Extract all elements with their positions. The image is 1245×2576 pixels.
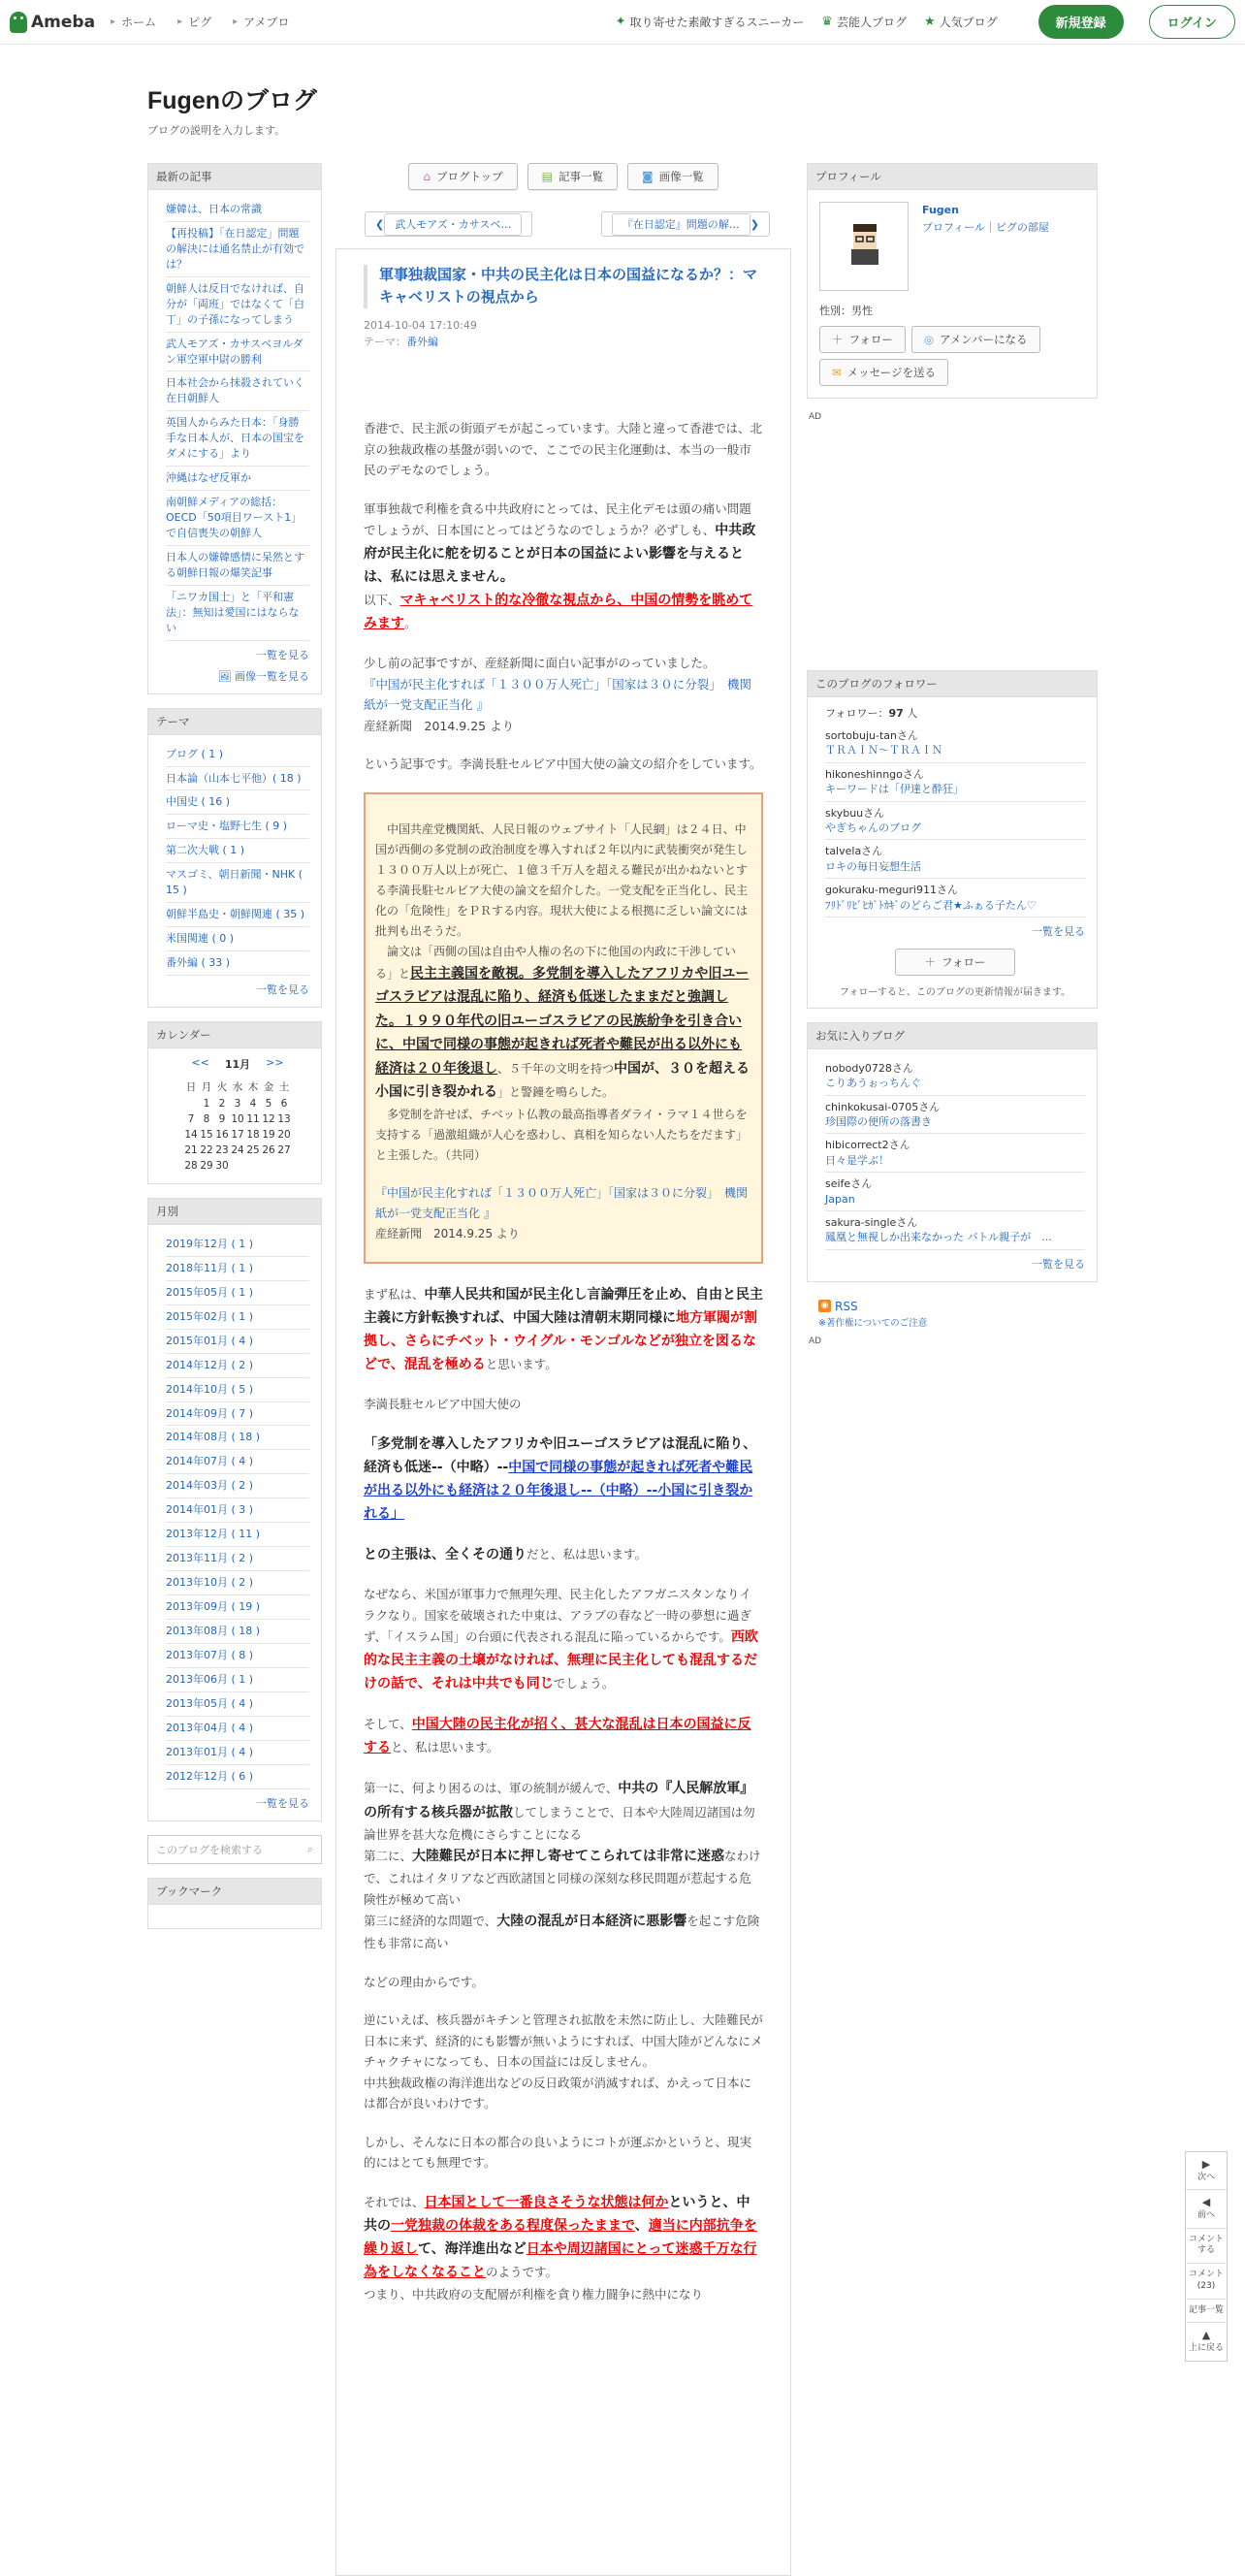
camera-icon: ◙ — [641, 170, 654, 183]
blog-nav — [335, 163, 791, 190]
sparkle-icon: ✦ — [615, 15, 626, 29]
profile-box — [807, 163, 1098, 399]
follow-note: フォローすると、このブログの更新情報が届きます。 — [839, 986, 1071, 998]
list-item[interactable]: 2014年01月 ( 3 ) — [166, 1498, 309, 1523]
prev-article-link[interactable]: ❮ 武人モアズ・カサスベ… — [365, 211, 532, 237]
list-item[interactable]: 2013年09月 ( 19 ) — [166, 1595, 309, 1620]
crown-icon: ♛ — [821, 15, 833, 29]
nav-pigg[interactable]: ▸ ピグ — [177, 16, 212, 29]
list-item[interactable]: 2013年07月 ( 8 ) — [166, 1644, 309, 1668]
list-item[interactable]: 2013年05月 ( 4 ) — [166, 1692, 309, 1717]
link-celebrity-blog[interactable]: ♛ 芸能人ブログ — [821, 15, 907, 29]
rss-link[interactable]: ◉ RSS — [818, 1300, 1086, 1313]
global-nav — [111, 14, 289, 30]
list-item[interactable]: 2014年10月 ( 5 ) — [166, 1378, 309, 1402]
link-popular-blog[interactable]: ★ 人気ブログ — [923, 15, 998, 29]
article — [335, 248, 791, 2576]
favorite-blogs-title: お気に入りブログ — [808, 1023, 1097, 1049]
paragraph: 香港で、民主派の街頭デモが起こっています。大陸と違って香港では、北京の独裁政権の基盤が弱いので、ここでの民主化運動は、本当の一般市民のデモなのでしょう。 — [364, 421, 763, 477]
paragraph: 「多党制を導入したアフリカや旧ユーゴスラビアは混乱に陥り、経済も低迷--（中略）--中国で同様の事態が起きれば死者や難民が出る以外にも経済は２０年後退し--（中略）--小国に引き裂かれる」 — [364, 1435, 757, 1522]
article-meta: 2014-10-04 17:10:49 テーマ：番外編 — [364, 318, 763, 350]
right-sidebar — [807, 163, 1098, 1346]
main-content — [335, 163, 791, 2576]
arrow-left-icon: ◀ — [1201, 2196, 1211, 2209]
ad-label-2: AD — [809, 1336, 822, 1346]
recent-articles-title: 最新の記事 — [148, 164, 321, 190]
list-item[interactable]: マスゴミ、朝日新聞・NHK ( 15 ) — [166, 863, 309, 903]
paragraph: 少し前の記事ですが、産経新聞に面白い記事がのっていました。 『中国が民主化すれば「１３００万人死亡」「国家は３０に分裂」 機関紙が一党支配正当化 』 産経新聞 2014.9.25 より — [364, 656, 752, 733]
list-item[interactable]: nobody0728さん こりあうぉっちんぐ — [825, 1057, 1085, 1096]
list-item[interactable]: 2014年09月 ( 7 ) — [166, 1402, 309, 1427]
list-item[interactable]: 嫌韓は、日本の常識 — [166, 198, 309, 222]
list-item[interactable]: 2013年01月 ( 4 ) — [166, 1741, 309, 1765]
back-to-top-button[interactable]: ▲ 上に戻る — [1188, 2329, 1224, 2353]
calendar-month: 11月 — [224, 1057, 251, 1071]
source-link[interactable]: 『中国が民主化すれば「１３００万人死亡」「国家は３０に分裂」 機関紙が一党支配正当化 』 — [364, 676, 752, 713]
list-item[interactable]: gokuraku-meguri911さん ﾌﾘﾄﾞﾘﾋﾞﾋｶﾞﾄｶｷﾞのどらご君★ふぁる子たん♡ — [825, 879, 1085, 918]
ad-label: AD — [809, 412, 822, 422]
floating-nav — [1185, 2151, 1228, 2362]
list-item[interactable]: ローマ史・塩野七生 ( 9 ) — [166, 815, 309, 839]
list-item[interactable]: 中国史 ( 16 ) — [166, 790, 309, 815]
quote-source-link[interactable]: 『中国が民主化すれば「１３００万人死亡」「国家は３０に分裂」 機関紙が一党支配正当化 』 — [375, 1185, 749, 1220]
calendar-box — [147, 1021, 322, 1184]
chevron-right-icon: ▸ — [111, 16, 116, 27]
paragraph: 軍事独裁で利権を貪る中共政府にとっては、民主化デモは頭の痛い問題でしょうが、日本国にとってはどうなのでしょうか？必ずしも、中共政府が民主化に舵を切ることが日本の国益によい影響を与えるとは、私には思えません。 以下、マキャベリスト的な冷徹な視点から、中国の情勢を眺めてみます。 — [364, 500, 756, 632]
list-item[interactable]: talvelaさん ロキの毎日妄想生活 — [825, 840, 1085, 879]
paragraph: なぜなら、米国が軍事力で無理矢理、民主化したアフガニスタンなりイラクなり。国家を破壊された中東は、アラブの春など一時の夢想に過ぎず、「イスラム国」の台頭に代表される混乱に陥っているからです。西欧的な民主主義の土壌がなければ、無理に民主化しても混乱するだけの話で、それは中共でも同じでしょう。 — [364, 1587, 758, 1692]
profile-name[interactable]: Fugen — [922, 204, 959, 216]
image-icon: 🖼 — [217, 669, 232, 683]
followers-title: このブログのフォロワー — [808, 671, 1097, 697]
article-list-button[interactable]: ▤ 記事一覧 — [527, 163, 618, 190]
next-button[interactable]: ▶ 次へ — [1186, 2152, 1227, 2190]
list-item[interactable]: 2019年12月 ( 1 ) — [166, 1233, 309, 1257]
favorite-blog-list — [825, 1057, 1085, 1250]
list-item[interactable]: hibicorrect2さん 日々是学ぶ！ — [825, 1134, 1085, 1173]
list-item[interactable]: hikoneshinngoさん キーワードは「伊達と酔狂」 — [825, 763, 1085, 802]
ameba-logo[interactable]: Ameba — [10, 12, 95, 33]
comments-count-button[interactable]: コメント(23) — [1186, 2264, 1227, 2299]
nav-ameblo[interactable]: ▸ アメブロ — [233, 16, 290, 29]
list-item[interactable]: 武人モアズ・カサスベヨルダン軍空軍中尉の勝利 — [166, 333, 309, 372]
profile-title: プロフィール — [808, 164, 1097, 190]
avatar[interactable] — [819, 202, 909, 291]
list-item[interactable]: 英国人からみた日本：「身勝手な日本人が、日本の国宝をダメにする」より — [166, 411, 309, 467]
rss-icon: ◉ — [818, 1300, 831, 1312]
paragraph: という記事です。李満長駐セルビア中国大使の論文の紹介をしています。 — [364, 757, 762, 772]
paragraph: まず私は、中華人民共和国が民主化し言論弾圧を止め、自由と民主主義に方針転換すれば、中国大陸は清朝末期同様に地方軍閥が割拠し、さらにチベット・ウイグル・モンゴルなどが独立を図るなどで、混乱を極めると思います。 — [364, 1286, 763, 1373]
bookmark-title: ブックマーク — [148, 1879, 321, 1905]
chevron-right-icon: ▸ — [233, 16, 239, 27]
ameba-logo-icon — [10, 12, 27, 33]
paragraph: しかし、そんなに日本の都合の良いようにコトが運ぶかというと、現実的にはとても無理です。 — [364, 2134, 752, 2171]
list-item[interactable]: 2015年05月 ( 1 ) — [166, 1281, 309, 1305]
paragraph: などの理由からです。 — [364, 1974, 484, 1989]
chat-icon: ◎ — [923, 333, 934, 346]
favorite-blogs-box — [807, 1022, 1098, 1282]
list-item[interactable]: seifeさん Japan — [825, 1173, 1085, 1211]
calendar-title: カレンダー — [148, 1022, 321, 1048]
search-icon[interactable]: ⌕ — [306, 1842, 313, 1855]
list-item[interactable]: 2012年12月 ( 6 ) — [166, 1765, 309, 1789]
arrow-up-icon: ▲ — [1201, 2329, 1211, 2342]
archive-title: 月別 — [148, 1199, 321, 1225]
list-item[interactable]: ブログ ( 1 ) — [166, 743, 309, 767]
signup-button[interactable]: 新規登録 — [1038, 5, 1124, 39]
list-item[interactable]: 2014年07月 ( 4 ) — [166, 1450, 309, 1474]
inline-link[interactable]: マキャベリスト的な冷徹な視点から、中国の情勢を眺めてみます — [364, 593, 753, 632]
list-item[interactable]: 「ニワカ国士」と「平和憲法」：無知は愛国にはならない — [166, 586, 309, 641]
archive-box — [147, 1198, 322, 1821]
list-item[interactable]: 沖縄はなぜ反軍か — [166, 467, 309, 491]
list-item[interactable]: 2014年03月 ( 2 ) — [166, 1474, 309, 1498]
next-article-link[interactable]: 『在日認定』問題の解… ❯ — [601, 211, 770, 237]
paragraph: 李満長駐セルビア中国大使の — [364, 1397, 522, 1412]
list-item[interactable]: 朝鮮人は反日でなければ、自分が「両班」ではなくて「白丁」の子孫になってしまう — [166, 277, 309, 333]
calendar-next[interactable]: >> — [266, 1055, 284, 1069]
plus-icon: ＋ — [832, 333, 844, 346]
list-item[interactable]: 2015年02月 ( 1 ) — [166, 1305, 309, 1330]
fav-more-link[interactable]: 一覧を見る — [1032, 1257, 1085, 1271]
article-list-button-float[interactable]: 記事一覧 — [1186, 2300, 1227, 2324]
list-item[interactable]: 番外編 ( 33 ) — [166, 951, 309, 976]
document-icon: ▤ — [541, 170, 553, 183]
followers-box — [807, 670, 1098, 1009]
archive-more-link[interactable]: 一覧を見る — [256, 1796, 309, 1810]
login-button[interactable]: ログイン — [1149, 5, 1235, 39]
list-item[interactable]: 日本人の嫌韓感情に呆然とする朝鮮日報の爆笑記事 — [166, 546, 309, 586]
comment-button[interactable]: コメントする — [1186, 2229, 1227, 2264]
list-item[interactable]: 2013年10月 ( 2 ) — [166, 1571, 309, 1595]
copyright-link[interactable]: ※著作権についてのご注意 — [818, 1317, 928, 1329]
home-icon: ⌂ — [423, 170, 431, 183]
list-item[interactable]: 【再投稿】「在日認定」問題の解決には通名禁止が有効では？ — [166, 222, 309, 277]
message-button[interactable]: ✉ メッセージを送る — [819, 359, 948, 386]
follower-list — [825, 724, 1085, 918]
bookmark-box — [147, 1878, 322, 1929]
list-item[interactable]: 朝鮮半島史・朝鮮関連 ( 35 ) — [166, 903, 309, 927]
arrow-right-icon: ▶ — [1201, 2158, 1211, 2171]
list-item[interactable]: 2013年06月 ( 1 ) — [166, 1668, 309, 1692]
list-item[interactable]: 南朝鮮メディアの総括：OECD「50項目ワースト1」で自信喪失の朝鮮人 — [166, 491, 309, 546]
blog-description: ブログの説明を入力します。 — [147, 124, 286, 137]
list-item[interactable]: 2015年01月 ( 4 ) — [166, 1330, 309, 1354]
mail-icon: ✉ — [832, 366, 842, 379]
follow-button-2[interactable]: ＋ フォロー — [895, 949, 1016, 976]
left-sidebar — [147, 163, 322, 1943]
profile-gender: 性別：男性 — [819, 305, 873, 317]
paragraph: それでは、日本国として一番良さそうな状態は何かというと、中共の一党独裁の体裁をある程度保ったままで、適当に内部抗争を繰り返して、海洋進出など日本や周辺諸国にとって迷惑千万な行為をしなくなることのようです。 つまり、中共政府の支配層が利権を貪り権力闘争に熱中になり — [364, 2194, 757, 2302]
link-sneaker[interactable]: ✦ 取り寄せた素敵すぎるスニーカー — [615, 15, 805, 29]
chevron-right-icon: ▸ — [177, 16, 183, 27]
list-item[interactable]: 2013年04月 ( 4 ) — [166, 1717, 309, 1741]
follower-count: フォロワー：97 人 — [825, 707, 918, 720]
paragraph: 逆にいえば、核兵器がキチンと管理され拡散を未然に防止し、大陸難民が日本に来ず、経済的にも影響が無いようにすれば、中国大陸がどんなにメチャクチャになっても、日本の国益には反しません。 中共独裁政権の海洋進出などの反日政策が消滅すれば、かえって日本には都合が良いわけです。 — [364, 2012, 763, 2111]
blog-header — [147, 81, 317, 138]
plus-icon: ＋ — [924, 954, 937, 969]
amember-button[interactable]: ◎ アメンバーになる — [911, 326, 1040, 353]
prev-button[interactable]: ◀ 前へ — [1186, 2190, 1227, 2228]
star-icon: ★ — [923, 15, 936, 29]
list-item[interactable]: 日本社会から抹殺されていく在日朝鮮人 — [166, 371, 309, 411]
list-item[interactable]: 2013年08月 ( 18 ) — [166, 1620, 309, 1644]
archive-list — [166, 1233, 309, 1789]
article-date: 2014-10-04 17:10:49 — [364, 319, 477, 332]
calendar-prev[interactable]: << — [191, 1055, 209, 1069]
paragraph: との主張は、全くその通りだと、私は思います。 — [364, 1547, 648, 1563]
list-item[interactable]: 2014年12月 ( 2 ) — [166, 1354, 309, 1378]
article-title[interactable]: 軍事独裁国家・中共の民主化は日本の国益になるか？：マキャベリストの視点から — [364, 265, 763, 308]
recent-more-link[interactable]: 一覧を見る — [256, 648, 309, 661]
global-header — [0, 0, 1245, 45]
blog-title[interactable]: Fugenのブログ — [147, 87, 317, 114]
list-item[interactable]: 2013年11月 ( 2 ) — [166, 1547, 309, 1571]
follow-button[interactable]: ＋ フォロー — [819, 326, 906, 353]
top-links — [616, 5, 1235, 39]
article-body — [364, 418, 763, 2305]
image-list-button[interactable]: ◙ 画像一覧 — [627, 163, 718, 190]
article-pager — [365, 211, 770, 237]
recent-articles — [147, 163, 322, 694]
paragraph: 第一に、何より困るのは、軍の統制が緩んで、中共の『人民解放軍』の所有する核兵器が拡散してしまうことで、日本や大陸周辺諸国は勿論世界を甚大な危機にさらすことになる 第二に、大陸難民が日本に押し寄せてこられては非常に迷惑なわけで、これはイタリアなど西欧諸国と同様の深刻な移民問題が惹起する危険性が極めて高い 第三に経済的な問題で、大陸の混乱が日本経済に悪影響を起こす危険性も非常に高い — [364, 1781, 761, 1951]
calendar-table: 日 月 火 水 木 金 土 1 2 3 4 5 6 7 8 9 10 11 12 13 14 15 16 17 18 19 20 21 22 23 24 25 26 27 28 29 30 — [184, 1080, 291, 1172]
profile-links[interactable]: プロフィール｜ピグの部屋 — [922, 220, 1049, 234]
nav-home[interactable]: ▸ ホーム — [111, 16, 157, 29]
blog-top-button[interactable]: ⌂ ブログトップ — [408, 163, 517, 190]
theme-title: テーマ — [148, 709, 321, 735]
list-item[interactable]: 第二次大戦 ( 1 ) — [166, 839, 309, 863]
list-item[interactable]: 2014年08月 ( 18 ) — [166, 1426, 309, 1450]
quote-block: 中国共産党機関紙、人民日報のウェブサイト「人民網」は２４日、中国が西側の多党制の政治制度を導入すれば２年以内に武装衝突が発生し１３００万人以上が死亡、１億３千万人を超える難民が出かねないとする李満長駐セルビア大使の論文を紹介した。一党支配を正当化し、民主化の「危険性」をＰＲする内容。現状大使による根拠に乏しい論文には批判も出そうだ。 論文は「西側の国は自由や人権の名の下に他国の内政に干渉している」と民主主義国を敵視。多党制を導入したアフリカや旧ユーゴスラビアは混乱に陥り、経済も低迷したままだと強調した。１９９０年代の旧ユーゴスラビアの民族紛争を引き合いに、中国で同様の事態が起きれば死者や難民が出る以外にも経済は２０年後退し、５千年の文明を持つ中国が、３０を超える小国に引き裂かれる」と警鐘を鳴らした。 多党制を許せば、チベット仏教の最高指導者ダライ・ラマ１４世らを支持する「過激組織が人心を惑わし、真相を知らない人たちをだます」と主張した。（共同） 『中国が民主化すれば「１３００万人死亡」「国家は３０に分裂」 機関紙が一党支配正当化 』 産経新聞 2014.9.25 より — [364, 792, 763, 1264]
theme-more-link[interactable]: 一覧を見る — [256, 982, 309, 996]
blog-search-input[interactable]: このブログを検索する ⌕ — [147, 1835, 322, 1864]
article-theme-link[interactable]: 番外編 — [406, 335, 438, 348]
theme-box — [147, 708, 322, 1008]
rss-area — [807, 1296, 1098, 1333]
list-item[interactable]: sortobuju-tanさん ＴＲＡＩＮ～ＴＲＡＩＮ — [825, 724, 1085, 763]
image-list-link[interactable]: 🖼 画像一覧を見る — [217, 669, 309, 683]
list-item[interactable]: 日本論（山本七平他）( 18 ) — [166, 767, 309, 791]
paragraph: そして、中国大陸の民主化が招く、甚大な混乱は日本の国益に反すると、私は思います。 — [364, 1717, 751, 1756]
list-item[interactable]: 2018年11月 ( 1 ) — [166, 1257, 309, 1281]
list-item[interactable]: chinkokusai-0705さん 珍国際の便所の落書き — [825, 1096, 1085, 1135]
list-item[interactable]: 米国関連 ( 0 ) — [166, 927, 309, 951]
list-item[interactable]: skybuuさん やぎちゃんのブログ — [825, 802, 1085, 841]
list-item[interactable]: sakura-singleさん 鳳凰と無視しか出来なかった バトル親子が ... — [825, 1211, 1085, 1250]
followers-more-link[interactable]: 一覧を見る — [1032, 924, 1085, 938]
avatar-face-icon — [847, 224, 882, 265]
list-item[interactable]: 2013年12月 ( 11 ) — [166, 1523, 309, 1547]
